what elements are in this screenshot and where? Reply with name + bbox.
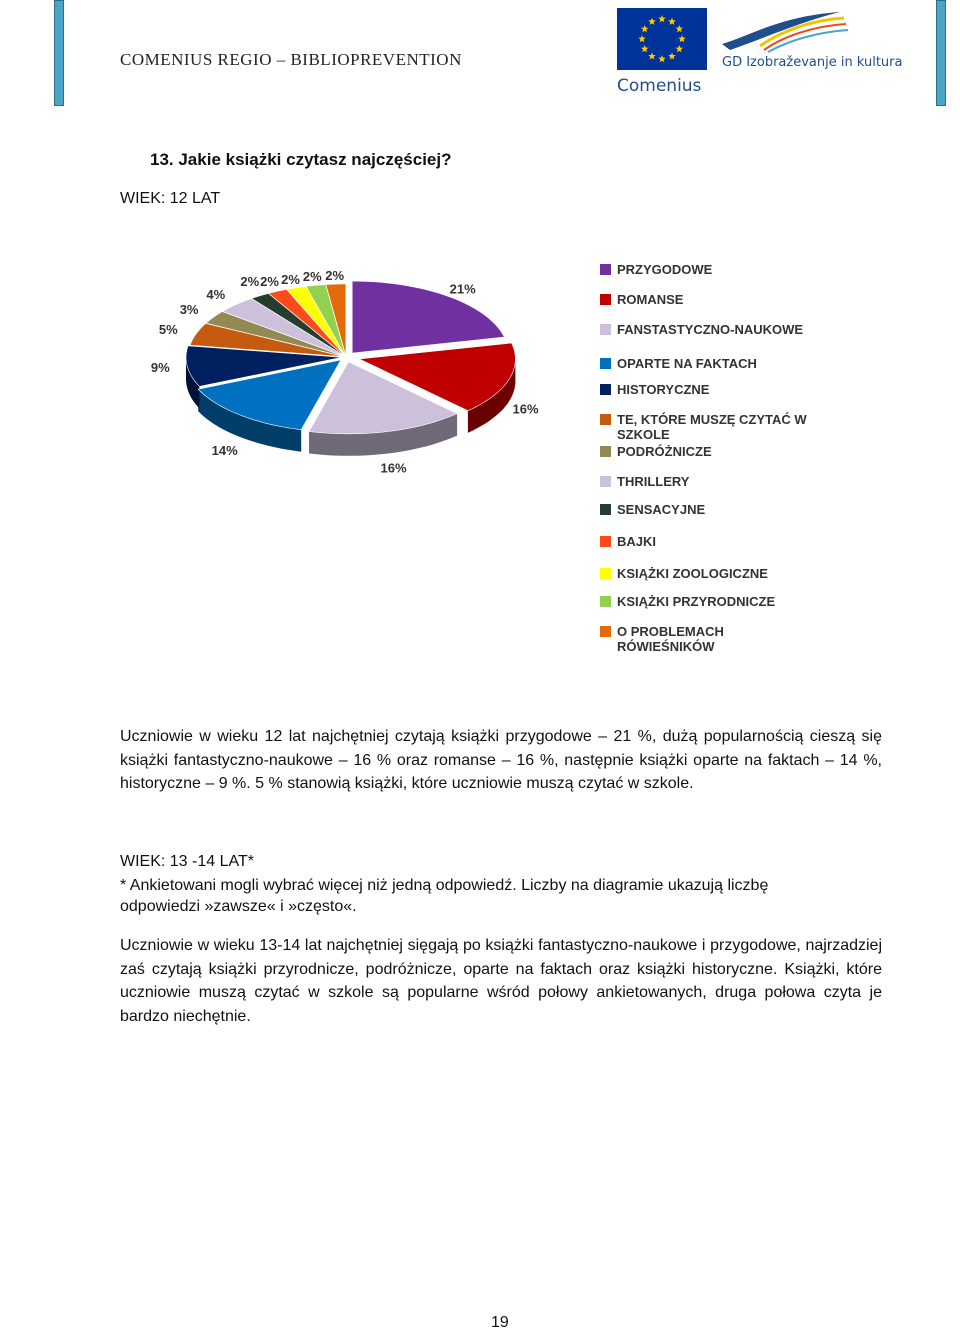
legend-item [600,444,817,459]
legend-label: PRZYGODOWE [617,262,713,277]
legend-label: FANSTASTYCZNO-NAUKOWE [617,322,804,337]
age-label-13-14: WIEK: 13 -14 LAT* [120,853,254,870]
legend-item [600,292,817,307]
legend-item [600,624,817,654]
pie-value-label: 4% [206,286,226,302]
legend-item [600,412,817,442]
pie-value-label: 3% [179,301,199,317]
legend-swatch [600,294,611,305]
legend-label: HISTORYCZNE [617,382,710,397]
pie-value-label: 2% [281,271,300,287]
age-label-12: WIEK: 12 LAT [120,190,221,207]
legend-label: BAJKI [617,534,657,549]
pie-value-label: 16% [512,401,539,417]
pie-value-label: 14% [211,442,238,458]
pie-value-label: 9% [150,360,170,375]
legend-label: PODRÓŻNICZE [617,444,712,459]
pie-value-label: 2% [240,274,260,289]
pie-value-label: 2% [325,267,345,283]
gd-logo-text: GD Izobraževanje in kultura [722,55,903,70]
legend-item [600,474,817,489]
chart-legend [600,258,860,654]
legend-label: KSIĄŻKI PRZYRODNICZE [617,594,776,609]
header-title: COMENIUS REGIO – BIBLIOPREVENTION [120,50,462,69]
legend-swatch [600,324,611,335]
legend-label: KSIĄŻKI ZOOLOGICZNE [617,566,768,581]
survey-note: * Ankietowani mogli wybrać więcej niż jedną odpowiedź. Liczby na diagramie ukazują liczbę odpowiedzi »zawsze« i »często«. [120,877,769,915]
question-title: 13. Jakie książki czytasz najczęściej? [150,150,452,169]
legend-swatch [600,504,611,515]
pie-value-label: 5% [158,321,178,337]
legend-item [600,502,817,517]
legend-item [600,382,817,397]
pie-value-label: 2% [302,269,322,285]
legend-label: OPARTE NA FAKTACH [617,356,757,371]
legend-swatch [600,446,611,457]
comenius-logo-text: Comenius [617,76,702,96]
legend-item [600,262,817,277]
legend-item [600,534,817,549]
pie-slice [352,281,504,353]
legend-item [600,322,817,337]
legend-swatch [600,414,611,425]
pie-value-label: 16% [380,460,407,476]
legend-item [600,594,817,609]
legend-item [600,566,817,581]
paragraph-age-12: Uczniowie w wieku 12 lat najchętniej czytają książki przygodowe – 21 %, dużą popularnością cieszą się książki fantastyczno-naukowe – 16 % oraz romanse – 16 %, następnie książki oparte na faktach – 14 %, historyczne – 9 %. 5 % stanowią książki, które uczniowie muszą czytać w szkole. [120,728,882,792]
page-number: 19 [491,1314,509,1331]
legend-swatch [600,264,611,275]
legend-swatch [600,384,611,395]
legend-item [600,356,817,371]
pie-value-label: 21% [449,281,476,297]
legend-swatch [600,536,611,547]
legend-label: SENSACYJNE [617,502,706,517]
legend-label: O PROBLEMACH RÓWIEŚNIKÓW [617,624,724,654]
paragraph-age-13-14: Uczniowie w wieku 13-14 lat najchętniej sięgają po książki fantastyczno-naukowe i przygodowe, najrzadziej zaś czytają książki przyrodnicze, podróżnicze, oparte na faktach oraz książki historyczne. Książki, które uczniowie muszą czytać w szkole są popularne wśród połowy ankietowanych, druga połowa czyta je bardzo niechętnie. [120,937,882,1025]
legend-swatch [600,476,611,487]
legend-label: ROMANSE [617,292,684,307]
legend-swatch [600,626,611,637]
legend-swatch [600,358,611,369]
legend-label: THRILLERY [617,474,690,489]
legend-swatch [600,596,611,607]
legend-label: TE, KTÓRE MUSZĘ CZYTAĆ W SZKOLE [617,412,807,442]
pie-value-label: 2% [260,274,279,289]
legend-swatch [600,568,611,579]
